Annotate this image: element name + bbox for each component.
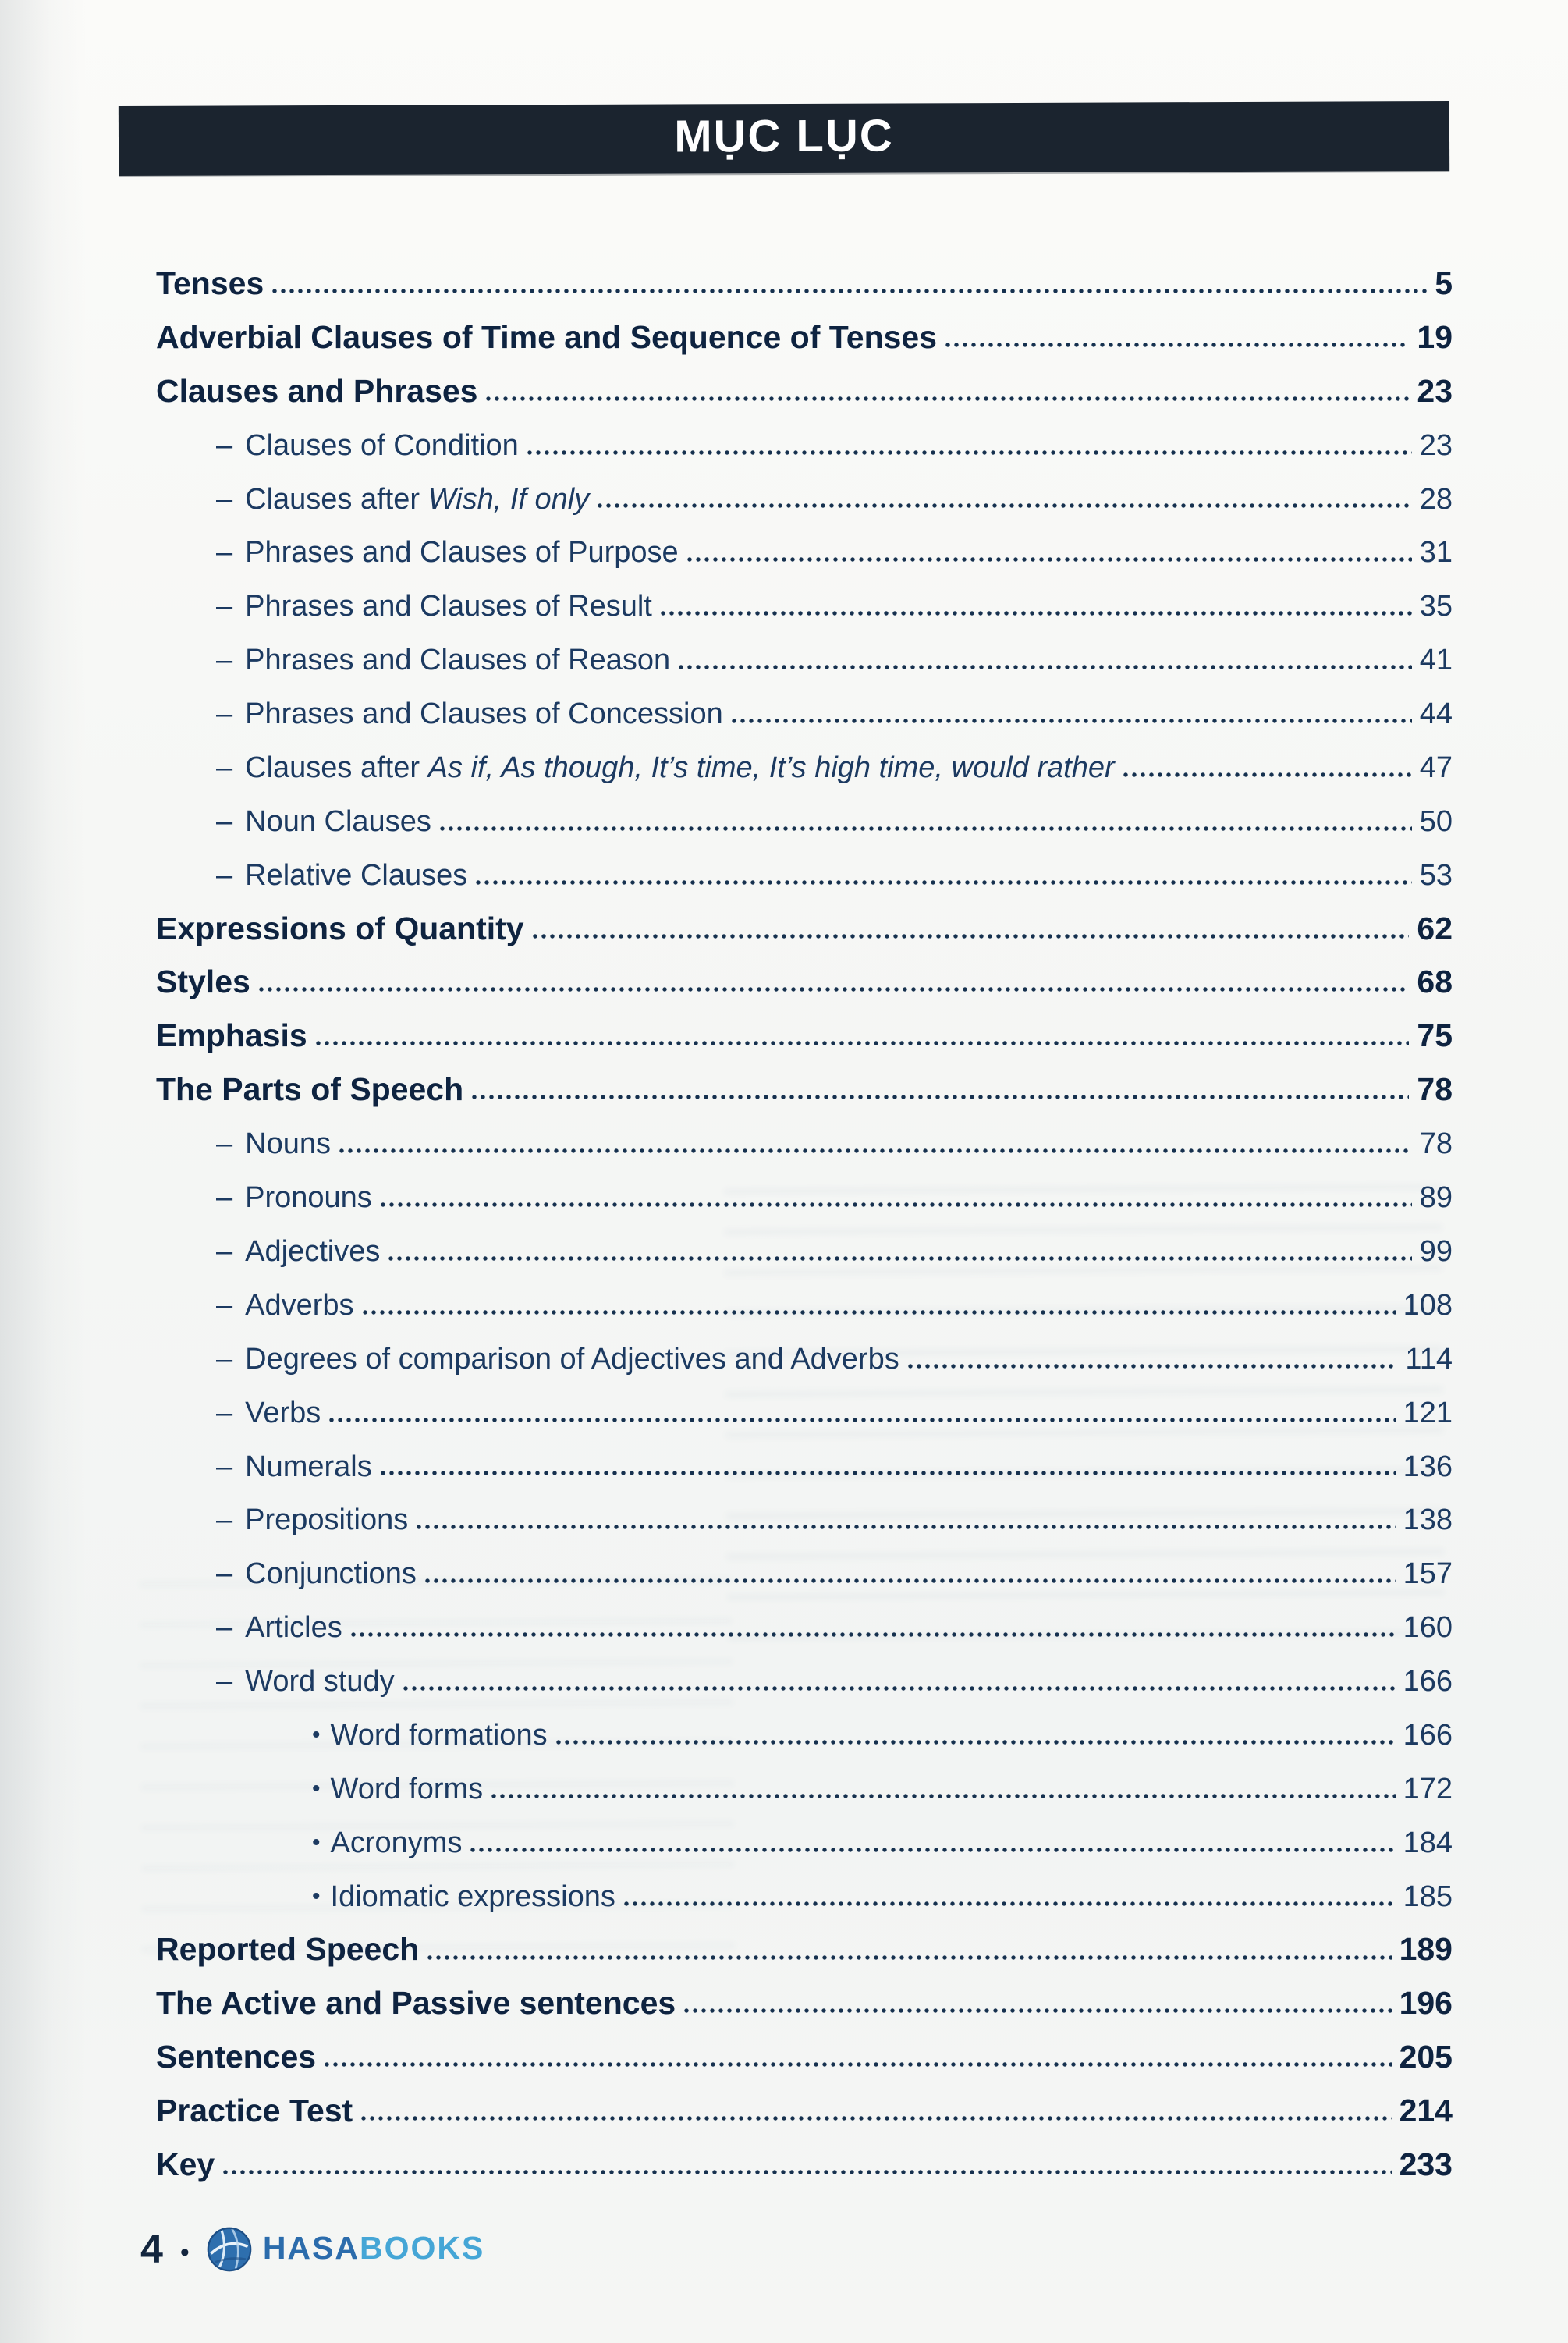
toc-entry-bullet: –: [216, 698, 233, 731]
toc-entry-page: 41: [1419, 644, 1453, 677]
toc-entry-text: Acronyms: [330, 1826, 463, 1859]
toc-entry-bullet: –: [216, 1665, 233, 1699]
toc-entry-label: [156, 372, 478, 409]
toc-entry-label: [156, 1073, 463, 1106]
toc-entry: [156, 1053, 1453, 1106]
toc-entry-page: 31: [1419, 536, 1453, 570]
globe-icon: [207, 2227, 252, 2272]
toc-entry-page: 136: [1403, 1450, 1453, 1483]
toc-entry-text: Word study: [245, 1665, 395, 1699]
dot-leader: [388, 1255, 1411, 1262]
toc-entry-bullet: –: [216, 1288, 233, 1322]
toc-entry-page: 35: [1419, 590, 1453, 623]
toc-entry-text: Word formations: [330, 1719, 548, 1752]
toc-entry-page: 184: [1403, 1826, 1453, 1859]
toc-entry-label: [245, 1344, 899, 1376]
toc-entry-page: 196: [1399, 1985, 1453, 2022]
toc-entry: [156, 1322, 1453, 1376]
toc-entry-text: Degrees of comparison of Adjectives and Adverbs: [245, 1342, 899, 1376]
toc-entry-text: Reported Speech: [156, 1931, 420, 1968]
toc-entry-text: Clauses after: [245, 482, 428, 516]
toc-entry-text: Tenses: [156, 264, 264, 301]
toc-entry-text: Nouns: [245, 1127, 331, 1161]
dot-leader: [471, 1093, 1409, 1101]
toc-entry-text: Adverbial Clauses of Time and Sequence of Tenses: [156, 318, 938, 355]
toc-entry-text: Pronouns: [245, 1181, 372, 1215]
toc-entry: [156, 247, 1453, 300]
toc-entry: [156, 623, 1453, 676]
toc-entry-text: Key: [156, 2146, 215, 2183]
toc-entry: [156, 1214, 1453, 1268]
toc-entry-label: [245, 1290, 353, 1322]
header-banner: [119, 101, 1449, 176]
dot-leader: [527, 449, 1412, 456]
toc-entry: [156, 1913, 1453, 1967]
toc-entry: [156, 892, 1453, 946]
toc-entry-page: 172: [1403, 1772, 1453, 1805]
toc-entry-text: Expressions of Quantity: [156, 910, 524, 946]
toc-entry-label: [156, 965, 250, 999]
toc-entry-bullet: –: [216, 590, 233, 623]
toc-entry-bullet: –: [216, 1503, 233, 1537]
dot-leader: [623, 1900, 1396, 1908]
toc-entry-page: 78: [1417, 1071, 1453, 1108]
dot-leader: [403, 1684, 1396, 1692]
toc-entry-bullet: –: [216, 1235, 233, 1269]
page-edge-shadow: [0, 0, 86, 2343]
toc-entry-page: 47: [1419, 751, 1453, 785]
toc-entry-label: [245, 1237, 380, 1268]
toc-entry: [156, 1590, 1453, 1644]
toc-entry-text: The Parts of Speech: [156, 1071, 464, 1108]
dot-leader: [945, 341, 1409, 349]
toc-entry-page: 157: [1403, 1557, 1453, 1591]
toc-entry-text: Phrases and Clauses of Concession: [245, 698, 723, 731]
toc-entry-label: [156, 2094, 353, 2128]
dot-leader: [470, 1846, 1395, 1854]
toc-entry: [156, 1160, 1453, 1214]
toc-entry-text: Emphasis: [156, 1017, 307, 1054]
toc-entry-text: Adverbs: [245, 1288, 354, 1322]
toc-entry-page: 5: [1435, 264, 1453, 301]
toc-entry-text: Phrases and Clauses of Result: [245, 590, 652, 623]
toc-entry-text: Phrases and Clauses of Purpose: [245, 536, 679, 570]
dot-leader: [315, 1039, 1410, 1047]
dot-leader: [532, 932, 1410, 940]
toc-entry-bullet: –: [216, 1396, 233, 1429]
toc-entry: [156, 1967, 1453, 2021]
toc-entry-page: 75: [1417, 1017, 1453, 1054]
dot-leader: [555, 1738, 1396, 1746]
toc-entry-label: [245, 1452, 372, 1483]
toc-entry-page: 214: [1399, 2093, 1453, 2129]
toc-entry-label: [245, 804, 431, 838]
toc-entry-label: [245, 1183, 372, 1214]
toc-entry-page: 233: [1399, 2146, 1453, 2183]
toc-entry-bullet: –: [216, 536, 233, 570]
toc-entry: [156, 730, 1453, 784]
toc-entry-text: Clauses of Condition: [245, 428, 519, 462]
toc-entry-bullet: –: [216, 804, 233, 838]
page-title: MỤC LỤC: [674, 110, 894, 162]
toc-entry-page: 138: [1403, 1503, 1453, 1537]
dot-leader: [475, 879, 1411, 886]
toc-entry-label: [156, 318, 938, 355]
toc-entry-bullet: –: [216, 1611, 233, 1645]
dot-leader: [339, 1147, 1412, 1155]
toc-entry-label: [245, 858, 468, 892]
toc-entry: [156, 838, 1453, 892]
toc-entry-text: Styles: [156, 964, 250, 1000]
toc-entry: [156, 1268, 1453, 1322]
toc-entry-label: [245, 428, 519, 462]
dot-leader: [907, 1362, 1398, 1370]
toc-entry-text: As if, As though, It’s time, It’s high time, would rather: [427, 751, 1115, 785]
dot-leader: [678, 663, 1412, 671]
toc-entry: [156, 999, 1453, 1053]
toc-entry-page: 28: [1419, 482, 1453, 516]
toc-entry-page: 108: [1403, 1288, 1453, 1322]
toc-entry-bullet: –: [216, 482, 233, 516]
dot-leader: [362, 1308, 1396, 1316]
toc-entry-page: 121: [1403, 1396, 1453, 1429]
toc-entry-label: [331, 1720, 548, 1752]
toc-entry-text: The Active and Passive sentences: [156, 1985, 676, 2022]
toc-entry-label: [156, 264, 264, 301]
footer: [140, 2225, 484, 2274]
brand-hasa: HASA: [262, 2229, 360, 2266]
toc-entry-page: 185: [1403, 1880, 1453, 1913]
toc-entry-bullet: –: [216, 858, 233, 892]
dot-leader: [328, 1416, 1395, 1424]
toc-entry: [156, 1482, 1453, 1536]
toc-entry-text: Numerals: [245, 1450, 372, 1483]
toc-entry-bullet: •: [312, 1883, 321, 1910]
toc-entry-page: 50: [1419, 804, 1453, 838]
toc-entry-text: Clauses and Phrases: [156, 372, 478, 409]
toc-entry-page: 166: [1403, 1719, 1453, 1752]
toc-entry-bullet: –: [216, 428, 233, 462]
toc-entry-page: 99: [1419, 1235, 1453, 1269]
toc-entry-label: [331, 1828, 463, 1859]
dot-leader: [258, 985, 1410, 993]
toc-entry-text: Clauses after: [245, 751, 428, 785]
toc-entry: [156, 1698, 1453, 1752]
dot-leader: [424, 1577, 1396, 1585]
toc-entry-page: 53: [1419, 858, 1453, 892]
dot-leader: [731, 717, 1412, 725]
toc-entry-label: [245, 699, 723, 730]
toc-entry: [156, 2128, 1453, 2181]
toc-entry: [156, 1429, 1453, 1483]
toc-entry-bullet: –: [216, 1450, 233, 1483]
toc-entry-text: Idiomatic expressions: [330, 1880, 615, 1913]
toc-entry-page: 205: [1399, 2039, 1453, 2075]
toc-entry-page: 166: [1403, 1665, 1453, 1699]
toc-entry-label: [245, 1398, 321, 1429]
toc-entry-text: Word forms: [330, 1772, 484, 1805]
dot-leader: [324, 2061, 1391, 2068]
dot-leader: [597, 502, 1412, 509]
toc-entry: [156, 1644, 1453, 1698]
toc-entry-bullet: •: [312, 1830, 321, 1856]
toc-entry: [156, 1376, 1453, 1429]
toc-entry-bullet: –: [216, 644, 233, 677]
toc-entry-text: Articles: [245, 1611, 342, 1645]
footer-separator-dot: •: [179, 2237, 190, 2267]
brand-books: BOOKS: [360, 2229, 485, 2266]
toc-entry-text: Noun Clauses: [245, 804, 431, 838]
toc-entry-label: [156, 1986, 676, 2020]
toc-entry-page: 62: [1417, 910, 1453, 946]
toc-entry: [156, 2074, 1453, 2128]
toc-entry: [156, 784, 1453, 838]
dot-leader: [380, 1469, 1396, 1477]
toc-entry-bullet: •: [312, 1722, 321, 1748]
toc-entry-label: [245, 538, 679, 569]
toc-entry-label: [245, 482, 590, 516]
toc-entry-text: Practice Test: [156, 2093, 353, 2129]
toc-entry-text: Verbs: [245, 1396, 321, 1429]
toc-entry-label: [156, 2040, 316, 2074]
toc-entry: [156, 946, 1453, 999]
folio-page-number: 4: [140, 2227, 163, 2272]
dot-leader: [686, 556, 1412, 563]
toc-entry: [156, 676, 1453, 730]
dot-leader: [222, 2168, 1391, 2176]
dot-leader: [439, 825, 1412, 832]
dot-leader: [380, 1201, 1412, 1209]
toc-entry: [156, 2020, 1453, 2074]
toc-entry-page: 44: [1419, 698, 1453, 731]
toc-entry-label: [156, 1019, 307, 1053]
toc-entry-bullet: –: [216, 1342, 233, 1376]
toc-entry-text: Wish, If only: [427, 482, 590, 516]
toc-entry-label: [245, 1505, 408, 1536]
toc-entry-page: 89: [1419, 1181, 1453, 1215]
toc-entry-label: [245, 591, 652, 623]
toc-entry-label: [245, 645, 670, 676]
toc-entry-page: 189: [1399, 1931, 1453, 1968]
toc-entry: [156, 1859, 1453, 1913]
toc-entry: [156, 462, 1453, 516]
toc-entry: [156, 1752, 1453, 1805]
toc-entry: [156, 569, 1453, 623]
toc-entry-label: [245, 1667, 394, 1698]
toc-entry-label: [331, 1774, 484, 1805]
toc-entry-text: Relative Clauses: [245, 858, 468, 892]
toc-entry: [156, 515, 1453, 569]
dot-leader: [427, 1954, 1391, 1961]
dot-leader: [350, 1631, 1396, 1638]
dot-leader: [485, 395, 1409, 403]
toc-entry-label: [245, 753, 1114, 784]
toc-entry-label: [245, 1129, 331, 1160]
dot-leader: [660, 609, 1412, 617]
toc-entry-bullet: •: [312, 1776, 321, 1802]
toc-entry-text: Adjectives: [245, 1235, 381, 1269]
toc-entry-page: 68: [1417, 964, 1453, 1000]
toc-entry-text: Conjunctions: [245, 1557, 417, 1591]
toc-entry-label: [245, 1613, 342, 1644]
toc-entry-text: Prepositions: [245, 1503, 409, 1537]
toc-entry-bullet: –: [216, 1127, 233, 1161]
toc-entry-page: 160: [1403, 1611, 1453, 1645]
toc-entry-label: [156, 912, 524, 946]
toc-entry: [156, 408, 1453, 462]
toc-entry-page: 19: [1417, 318, 1453, 355]
dot-leader: [360, 2114, 1391, 2122]
dot-leader: [1123, 771, 1412, 779]
dot-leader: [416, 1523, 1395, 1531]
toc-entry-page: 114: [1405, 1342, 1453, 1376]
toc-list: [156, 247, 1453, 2181]
toc-entry-label: [245, 1559, 417, 1590]
toc-entry-text: Sentences: [156, 2039, 317, 2075]
toc-entry: [156, 300, 1453, 354]
toc-entry-label: [156, 1933, 419, 1966]
toc-entry-label: [156, 2148, 215, 2181]
toc-entry-page: 23: [1419, 428, 1453, 462]
dot-leader: [683, 2007, 1391, 2015]
toc-entry-text: Phrases and Clauses of Reason: [245, 644, 671, 677]
toc-entry-bullet: –: [216, 1557, 233, 1591]
dot-leader: [491, 1792, 1395, 1800]
toc-entry-bullet: –: [216, 751, 233, 785]
toc-entry-page: 78: [1419, 1127, 1453, 1161]
toc-entry: [156, 354, 1453, 408]
toc-entry-page: 23: [1417, 372, 1453, 409]
brand-wordmark: [263, 2230, 485, 2270]
toc-entry: [156, 1805, 1453, 1859]
toc-entry-bullet: –: [216, 1181, 233, 1215]
toc-entry-label: [331, 1882, 615, 1913]
toc-entry: [156, 1536, 1453, 1590]
dot-leader: [271, 287, 1427, 295]
toc-entry: [156, 1106, 1453, 1160]
